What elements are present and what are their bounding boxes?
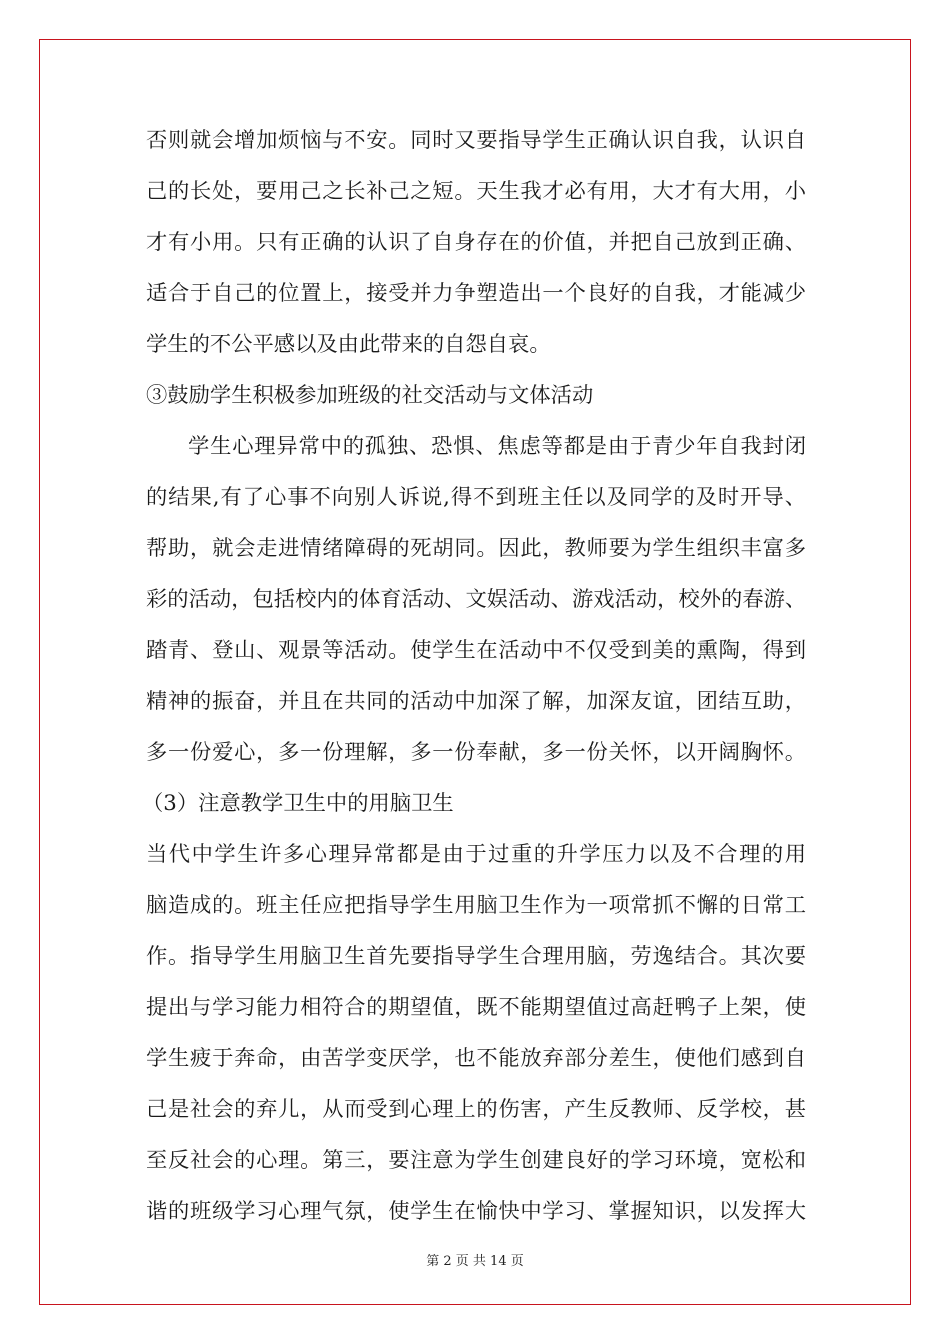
- text-line: 学生心理异常中的孤独、恐惧、焦虑等都是由于青少年自我封闭: [188, 434, 806, 459]
- section-heading-brain-hygiene: （3）注意教学卫生中的用脑卫生: [142, 791, 454, 816]
- text-line: 作。指导学生用脑卫生首先要指导学生合理用脑，劳逸结合。其次要: [146, 944, 806, 969]
- text-line: 至反社会的心理。第三，要注意为学生创建良好的学习环境，宽松和: [146, 1148, 806, 1173]
- text-line: 谐的班级学习心理气氛，使学生在愉快中学习、掌握知识，以发挥大: [146, 1199, 806, 1224]
- text-line: 学生疲于奔命，由苦学变厌学，也不能放弃部分差生，使他们感到自: [146, 1046, 806, 1071]
- document-body: [142, 115, 807, 1237]
- text-line: 踏青、登山、观景等活动。使学生在活动中不仅受到美的熏陶，得到: [146, 638, 806, 663]
- page-number: 第 2 页 共 14 页: [426, 1254, 524, 1269]
- text-line: 帮助，就会走进情绪障碍的死胡同。因此，教师要为学生组织丰富多: [146, 536, 806, 561]
- text-line: 学生的不公平感以及由此带来的自怨自哀。: [146, 332, 551, 357]
- paragraph-activities: [146, 421, 806, 778]
- text-line: 彩的活动，包括校内的体育活动、文娱活动、游戏活动，校外的春游、: [146, 587, 807, 612]
- text-line: 才有小用。只有正确的认识了自身存在的价值，并把自己放到正确、: [146, 230, 806, 255]
- text-line: 己是社会的弃儿，从而受到心理上的伤害，产生反教师、反学校，甚: [146, 1097, 806, 1122]
- text-line: 否则就会增加烦恼与不安。同时又要指导学生正确认识自我，认识自: [146, 128, 806, 153]
- text-line: 当代中学生许多心理异常都是由于过重的升学压力以及不合理的用: [146, 842, 806, 867]
- text-line: 多一份爱心，多一份理解，多一份奉献，多一份关怀，以开阔胸怀。: [146, 740, 806, 765]
- paragraph-brain-hygiene: [146, 829, 806, 1237]
- subheading-encourage-activities: ③鼓励学生积极参加班级的社交活动与文体活动: [146, 383, 594, 408]
- paragraph-continuation: [146, 115, 806, 370]
- text-line: 精神的振奋，并且在共同的活动中加深了解，加深友谊，团结互助，: [146, 689, 806, 714]
- text-line: 的结果,有了心事不向别人诉说,得不到班主任以及同学的及时开导、: [146, 485, 806, 510]
- text-line: 提出与学习能力相符合的期望值，既不能期望值过高赶鸭子上架，使: [146, 995, 806, 1020]
- text-line: 适合于自己的位置上，接受并力争塑造出一个良好的自我，才能减少: [146, 281, 806, 306]
- text-line: 己的长处，要用己之长补己之短。天生我才必有用，大才有大用，小: [146, 179, 806, 204]
- text-line: 脑造成的。班主任应把指导学生用脑卫生作为一项常抓不懈的日常工: [146, 893, 806, 918]
